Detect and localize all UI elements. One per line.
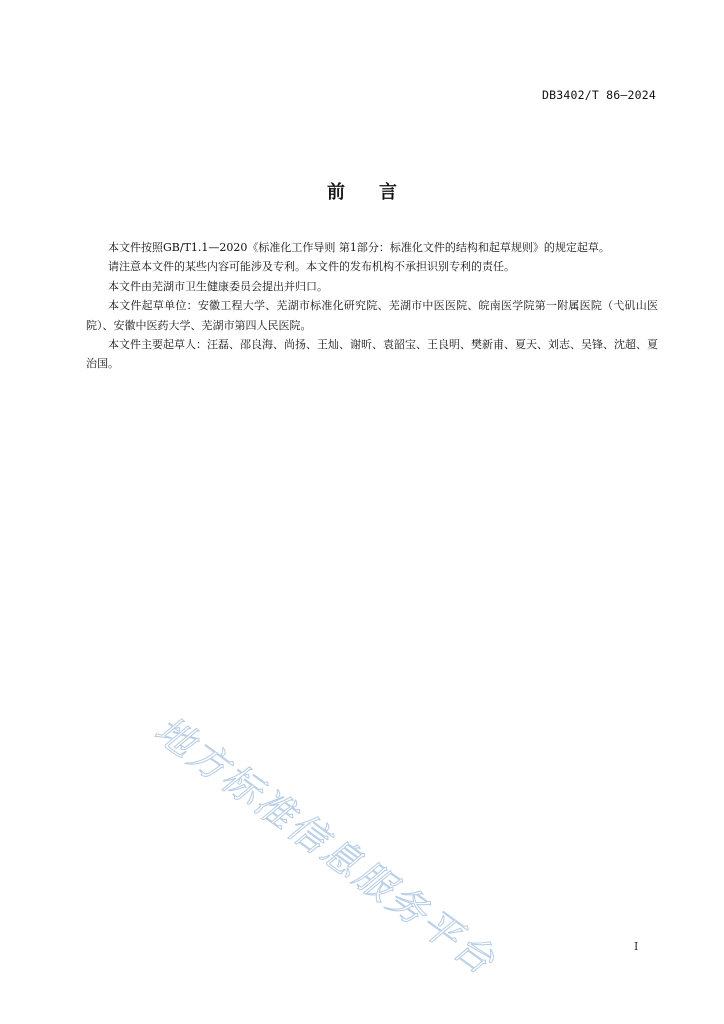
- paragraph-drafting-units: 本文件起草单位：安徽工程大学、芜湖市标准化研究院、芜湖市中医医院、皖南医学院第一附属医院（弋矶山医院）、安徽中医药大学、芜湖市第四人民医院。: [86, 299, 658, 332]
- section-title: 前言: [327, 182, 431, 203]
- watermark: 地方标准信息服务平台: [146, 707, 505, 984]
- document-code: DB3402/T 86—2024: [542, 88, 656, 102]
- page-number: I: [634, 940, 639, 953]
- paragraph-patent-notice: 请注意本文件的某些内容可能涉及专利。本文件的发布机构不承担识别专利的责任。: [108, 260, 515, 274]
- paragraph-proposer: 本文件由芜湖市卫生健康委员会提出并归口。: [108, 279, 328, 293]
- paragraph-drafting-rules: 本文件按照GB/T1.1—2020《标准化工作导则 第1部分：标准化文件的结构和起草规则》的规定起草。: [108, 241, 610, 254]
- body-text: [86, 238, 658, 374]
- paragraph-drafters: 本文件主要起草人：汪磊、邵良海、尚扬、王灿、谢昕、袁韶宝、王良明、樊新甫、夏天、刘志、吴锋、沈超、夏治国。: [86, 338, 658, 371]
